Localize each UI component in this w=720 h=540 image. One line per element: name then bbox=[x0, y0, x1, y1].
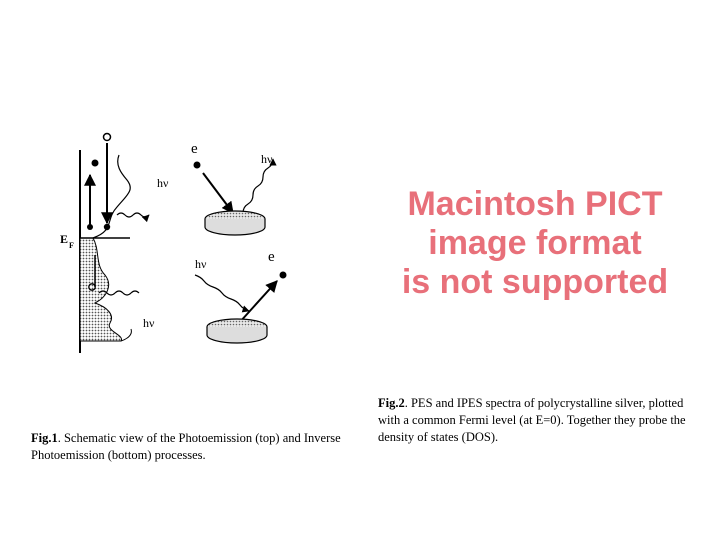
unoccupied-dos-curve bbox=[93, 155, 130, 238]
placeholder-line-3: is not supported bbox=[401, 263, 669, 301]
figure-2-caption-label: Fig.2 bbox=[378, 396, 405, 410]
placeholder-line-1: Macintosh PICT bbox=[407, 185, 663, 223]
figure-2-caption-text: . PES and IPES spectra of polycrystalline silver, plotted with a common Fermi level (at E=0). Together they probe the density of states (DOS). bbox=[378, 396, 686, 444]
photon-label-top-right: hν bbox=[261, 152, 273, 166]
svg-text:F: F bbox=[69, 241, 74, 250]
figure-1-caption-label: Fig.1 bbox=[31, 431, 58, 445]
placeholder-line-2: image format bbox=[428, 224, 642, 262]
photon-label-bottom-left: hν bbox=[195, 257, 207, 271]
occupied-dos-shade bbox=[80, 238, 122, 341]
figure-1-schematic bbox=[55, 125, 345, 365]
figure-2-caption bbox=[378, 395, 703, 446]
hole-circle bbox=[104, 134, 111, 141]
fermi-level-label: E bbox=[60, 232, 69, 246]
electron-dot bbox=[92, 160, 99, 167]
figure-1-caption bbox=[31, 430, 361, 464]
photon-label-left-top: hν bbox=[157, 176, 169, 190]
electron-label-top: e bbox=[191, 141, 198, 157]
figure-1-caption-text: . Schematic view of the Photoemission (top) and Inverse Photoemission (bottom) processes. bbox=[31, 431, 341, 462]
unsupported-image-placeholder bbox=[380, 185, 690, 320]
electron-label-bottom-right: e bbox=[268, 249, 275, 265]
photon-label-left-bottom: hν bbox=[143, 316, 155, 330]
